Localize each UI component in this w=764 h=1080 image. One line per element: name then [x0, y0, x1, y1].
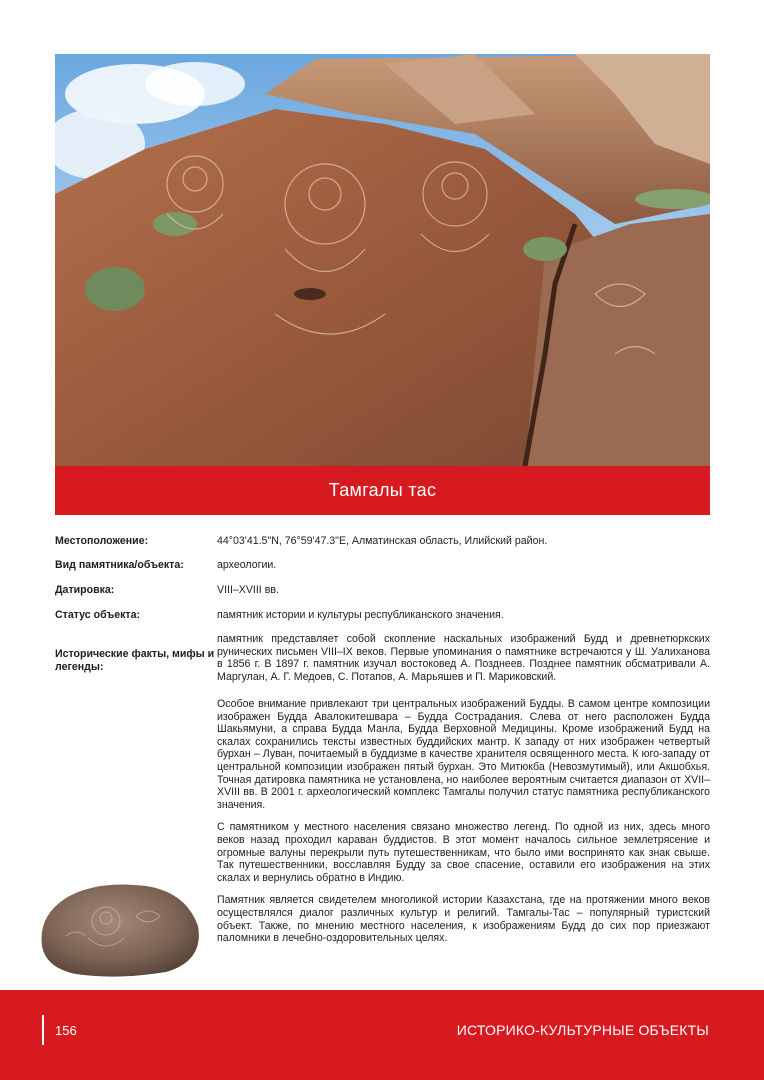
paragraph-2: Особое внимание привлекают три центральных изображений Будды. В самом центре композиции изображен Будда Авалокитешвара – Будда Сострадания. Слева от него расположен Будда Шакьямуни, а справа Будда Манла, Будда Верховной Медицины. Кроме изображений Будд на скалах сохранились тексты известных буддийских мантр. К западу от них изображен четвертый бурхан – Луван, почитаемый в буддизме в качестве хранителя освященного места. К юго-западу от центральной композиции изображен пятый бурхан. Это Митюкба (Невозмутимый), или Акшобхья. Точная датировка памятника не установлена, но наиболее вероятным считается диапазон от XVII–XVIII вв. В 2001 г. археологический комплекс Тамгалы получил статус памятника республиканского значения.	[217, 698, 710, 811]
facts-label: Исторические факты, мифы и легенды:	[55, 648, 215, 673]
info-row-location	[55, 535, 710, 548]
body-text	[217, 698, 710, 955]
type-label: Вид памятника/объекта:	[55, 559, 184, 571]
rock-carvings-image	[55, 54, 710, 466]
paragraph-4: Памятник является свидетелем многоликой истории Казахстана, где на протяжении много веков осуществлялся диалог различных культур и религий. Тамгалы-Тас – популярный туристский объект. Также, по мнению местного населения, к изображениям Будд до сих пор приезжают паломники в лечебно-оздоровительных целях.	[217, 894, 710, 945]
info-row-date	[55, 584, 710, 597]
date-label: Датировка:	[55, 584, 115, 596]
info-row-facts	[55, 633, 710, 693]
footer-divider	[42, 1015, 44, 1045]
stone-photo	[36, 876, 204, 980]
paragraph-3: С памятником у местного населения связано множество легенд. По одной из них, здесь много веков назад проходил караван буддистов. В этот момент началось сильное землетрясение и огромные валуны перекрыли путь путешественникам, что было ими воспринято как знак свыше. Так путешественники, восславляя Будду за свое спасение, оставили его изображения на этих скалах и вернулись обратно в Индию.	[217, 821, 710, 884]
hero-photo	[55, 54, 710, 466]
date-value: VIII–XVIII вв.	[217, 584, 279, 596]
status-value: памятник истории и культуры республиканского значения.	[217, 609, 504, 621]
status-label: Статус объекта:	[55, 609, 141, 621]
type-value: археологии.	[217, 559, 277, 571]
section-title: ИСТОРИКО-КУЛЬТУРНЫЕ ОБЪЕКТЫ	[456, 1022, 709, 1038]
paragraph-1: памятник представляет собой скопление наскальных изображений Будд и древнетюркских рунических письмен VIII–IX веков. Первые упоминания о памятнике встречаются у Ш. Уалиханова в 1856 г. В 1897 г. памятник изучал востоковед А. Позднеев. Позднее памятник обсматривали А. Маргулан, А. Г. Медоев, С. Потапов, А. Марьяшев и П. Мариковский.	[217, 633, 710, 683]
page-footer	[0, 990, 764, 1080]
location-value: 44°03'41.5"N, 76°59'47.3"E, Алматинская область, Илийский район.	[217, 535, 548, 547]
carved-stone-image	[36, 876, 204, 980]
page-number: 156	[55, 1023, 77, 1038]
object-title: Тамгалы тас	[55, 466, 710, 515]
info-row-type	[55, 559, 710, 572]
location-label: Местоположение:	[55, 535, 149, 547]
info-row-status	[55, 609, 710, 622]
